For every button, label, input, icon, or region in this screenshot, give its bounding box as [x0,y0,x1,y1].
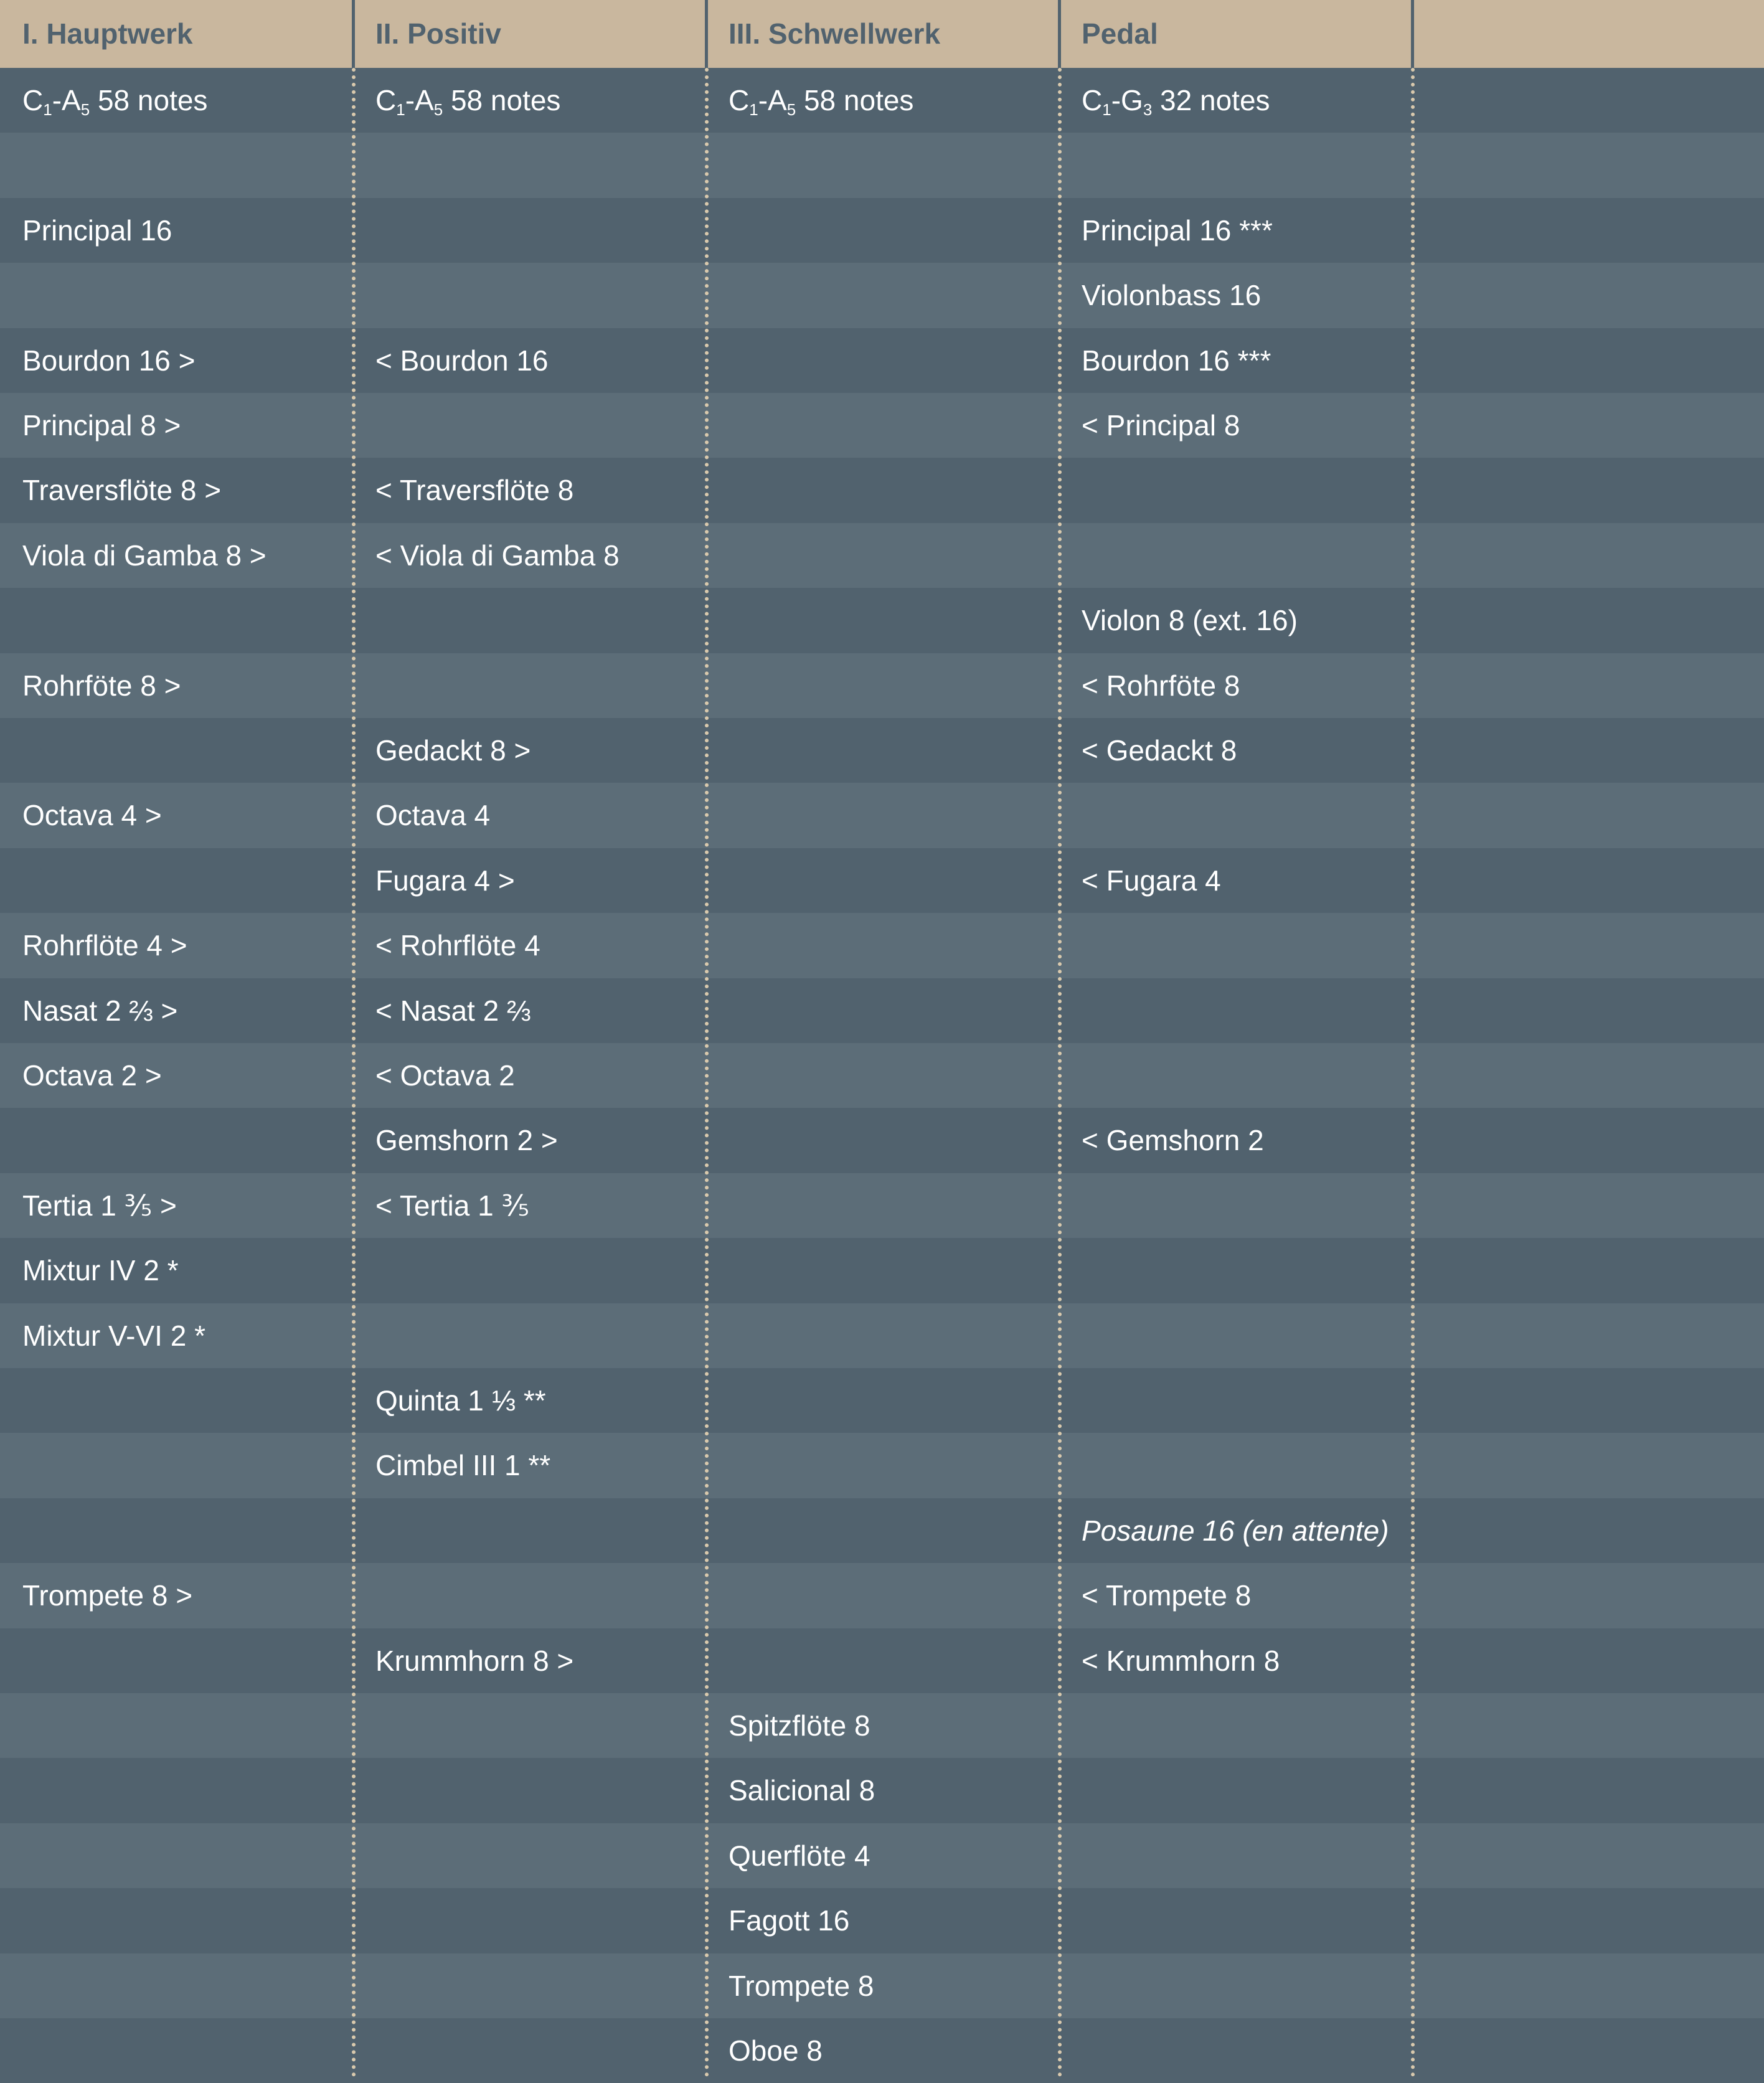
column-header-empty [1412,0,1764,68]
column-header-schwellwerk: III. Schwellwerk [729,17,941,50]
stop-cell-ii-positiv: Gedackt 8 > [375,734,531,767]
column-divider [352,68,356,2078]
stop-cell-ii-positiv: < Traversflöte 8 [375,474,574,507]
stop-cell-i-hauptwerk: Mixtur V-VI 2 * [22,1319,205,1352]
stop-cell-pedal: < Rohrföte 8 [1082,669,1240,702]
table-row [0,328,1764,393]
header-divider [705,0,708,68]
stop-cell-i-hauptwerk: Principal 8 > [22,409,181,442]
header-divider [1411,0,1414,68]
table-row [0,1238,1764,1303]
table-row [0,2018,1764,2083]
stop-cell-pedal: < Principal 8 [1082,409,1240,442]
stop-cell-iii-schwellwerk: Salicional 8 [729,1774,875,1807]
table-row [0,68,1764,133]
stop-cell-pedal: Principal 16 *** [1082,214,1273,247]
stop-cell-ii-positiv: < Nasat 2 ⅔ [375,994,531,1027]
stop-cell-ii-positiv: $C_1-A_5$ 58 notes [375,84,561,119]
table-row [0,523,1764,588]
stop-cell-i-hauptwerk: Nasat 2 ⅔ > [22,994,178,1027]
stop-cell-pedal: < Trompete 8 [1082,1579,1252,1612]
stop-cell-pedal: Bourdon 16 *** [1082,344,1271,377]
table-row [0,913,1764,978]
stop-cell-iii-schwellwerk: Fagott 16 [729,1904,850,1937]
table-row [0,393,1764,458]
stop-cell-i-hauptwerk: $C_1-A_5$ 58 notes [22,84,208,119]
column-divider [1411,68,1415,2078]
stop-cell-pedal: $C_1-G_3$ 32 notes [1082,84,1270,119]
table-row [0,1953,1764,2018]
stop-cell-iii-schwellwerk: Querflöte 4 [729,1839,870,1872]
table-row [0,1758,1764,1823]
stop-cell-ii-positiv: Krummhorn 8 > [375,1644,574,1677]
stop-cell-ii-positiv: < Bourdon 16 [375,344,549,377]
table-row [0,1693,1764,1758]
stop-cell-i-hauptwerk: Octava 4 > [22,799,162,832]
stop-cell-i-hauptwerk: Principal 16 [22,214,172,247]
table-row [0,1433,1764,1498]
table-row [0,263,1764,328]
stop-cell-i-hauptwerk: Bourdon 16 > [22,344,196,377]
stop-cell-pedal: Violonbass 16 [1082,279,1262,312]
table-row [0,1303,1764,1368]
table-row [0,783,1764,848]
table-row [0,133,1764,197]
stop-cell-ii-positiv: Fugara 4 > [375,864,515,897]
stop-cell-i-hauptwerk: Traversflöte 8 > [22,474,222,507]
stop-cell-iii-schwellwerk: Spitzflöte 8 [729,1709,870,1742]
stop-cell-pedal: < Krummhorn 8 [1082,1644,1280,1677]
stop-cell-i-hauptwerk: Octava 2 > [22,1059,162,1092]
stop-cell-ii-positiv: Gemshorn 2 > [375,1124,558,1157]
stop-cell-ii-positiv: Cimbel III 1 ** [375,1449,551,1482]
stop-cell-pedal: < Gedackt 8 [1082,734,1237,767]
table-row [0,1498,1764,1563]
stop-cell-pedal: Violon 8 (ext. 16) [1082,604,1298,637]
column-header-positiv: II. Positiv [375,17,501,50]
stop-cell-i-hauptwerk: Trompete 8 > [22,1579,193,1612]
stop-cell-ii-positiv: < Viola di Gamba 8 [375,539,620,572]
table-row [0,978,1764,1043]
stop-cell-iii-schwellwerk: Oboe 8 [729,2034,823,2067]
table-header [0,0,1764,68]
table-row [0,1823,1764,1888]
table-row [0,1108,1764,1173]
table-row [0,198,1764,263]
stop-cell-pedal: < Gemshorn 2 [1082,1124,1264,1157]
stop-cell-i-hauptwerk: Rohrflöte 4 > [22,929,187,962]
table-row [0,653,1764,718]
stop-cell-i-hauptwerk: Viola di Gamba 8 > [22,539,266,572]
column-header-hauptwerk: I. Hauptwerk [22,17,193,50]
stop-cell-i-hauptwerk: Rohrföte 8 > [22,669,181,702]
stop-cell-i-hauptwerk: Tertia 1 ⅗ > [22,1189,177,1222]
stop-cell-iii-schwellwerk: $C_1-A_5$ 58 notes [729,84,914,119]
stop-cell-ii-positiv: < Octava 2 [375,1059,515,1092]
table-row [0,588,1764,653]
table-row [0,1368,1764,1433]
stop-cell-ii-positiv: Octava 4 [375,799,491,832]
stop-cell-pedal: Posaune 16 (en attente) [1082,1514,1389,1547]
stop-cell-i-hauptwerk: Mixtur IV 2 * [22,1254,179,1287]
stop-cell-iii-schwellwerk: Trompete 8 [729,1969,874,2002]
header-divider [1058,0,1061,68]
stop-cell-ii-positiv: < Tertia 1 ⅗ [375,1189,530,1222]
column-header-pedal: Pedal [1082,17,1158,50]
table-row [0,458,1764,522]
stop-cell-ii-positiv: < Rohrflöte 4 [375,929,540,962]
column-divider [1058,68,1062,2078]
column-divider [705,68,709,2078]
table-row [0,1043,1764,1108]
stop-cell-pedal: < Fugara 4 [1082,864,1221,897]
header-divider [352,0,355,68]
table-row [0,1888,1764,1953]
table-row [0,718,1764,783]
stop-cell-ii-positiv: Quinta 1 ⅓ ** [375,1384,546,1417]
table-row [0,848,1764,913]
table-row [0,1173,1764,1238]
table-row [0,1628,1764,1693]
table-row [0,1563,1764,1628]
